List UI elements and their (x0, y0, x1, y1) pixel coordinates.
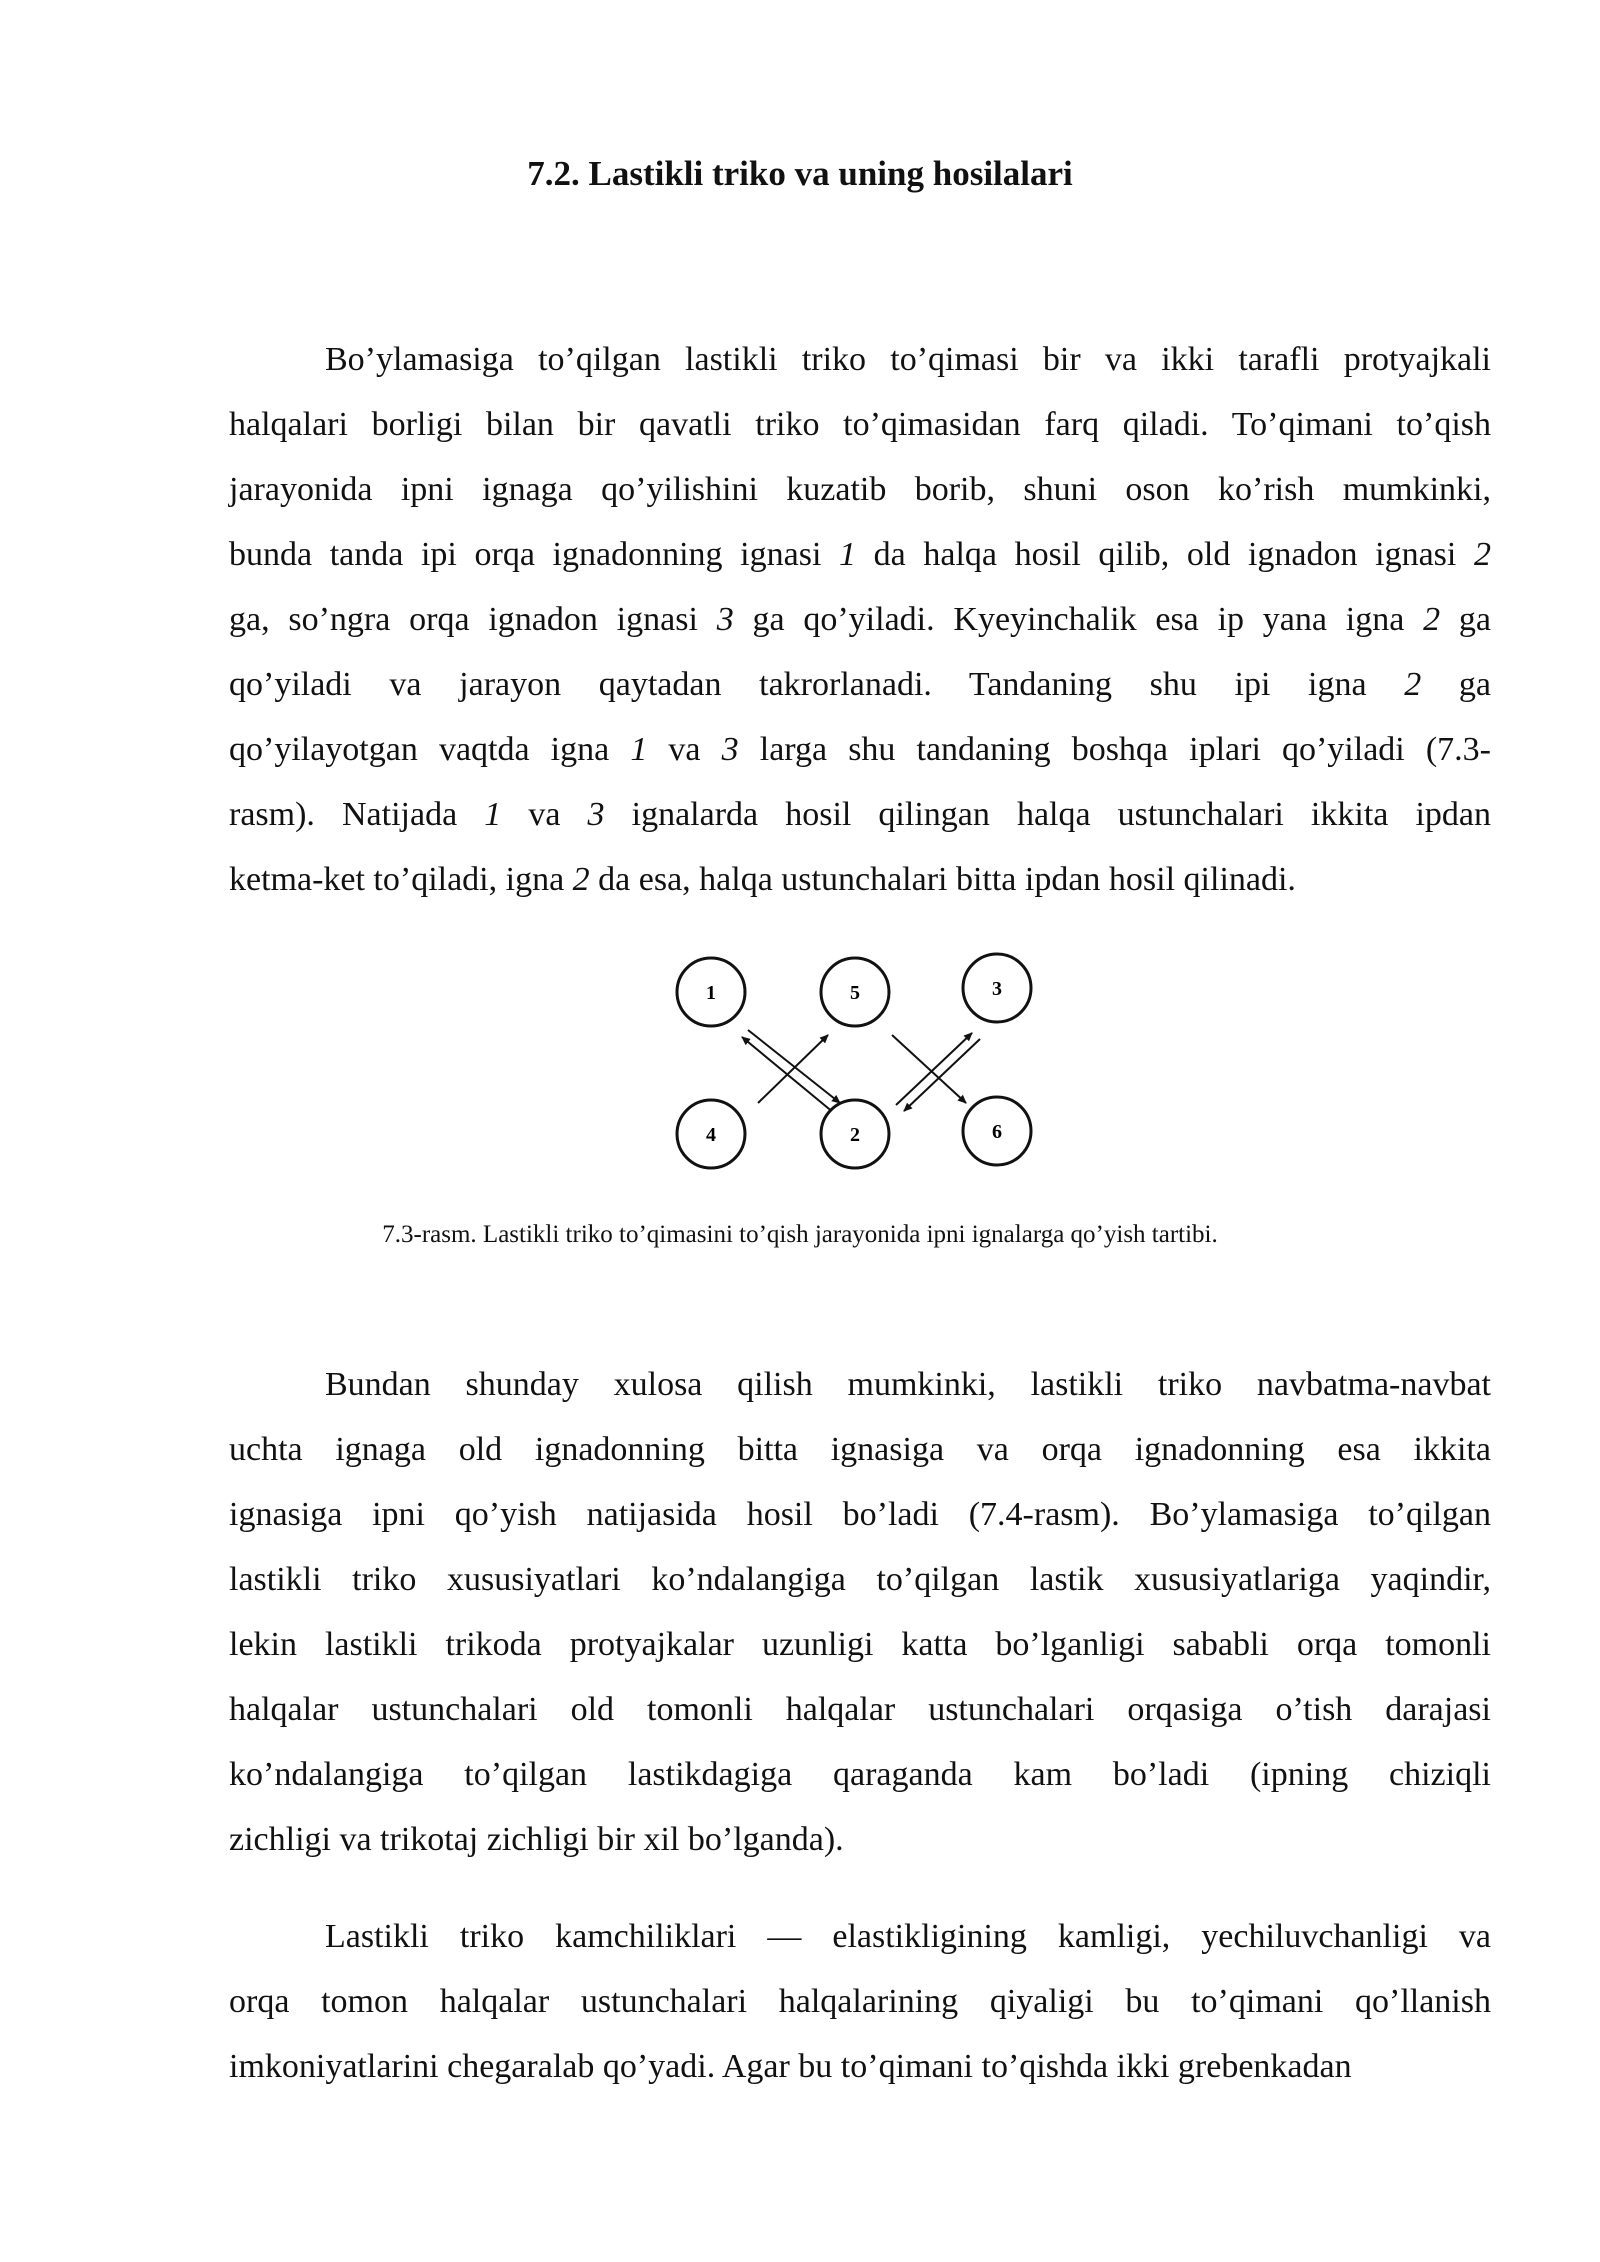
text-line (229, 1742, 1491, 1807)
text-segment: rasm). Natijada (229, 796, 485, 833)
text-segment: bunda tanda ipi orqa ignadonning ignasi (229, 536, 840, 573)
needle-number: 2 (1473, 536, 1491, 573)
text-segment: zichligi va trikotaj zichligi bir xil bo’lganda). (229, 1821, 844, 1858)
text-segment: ketma-ket to’qiladi, igna (229, 861, 573, 898)
text-line (229, 522, 1491, 587)
text-segment: ko’ndalangiga to’qilgan lastikdagiga qaraganda kam bo’ladi (ipning chiziqli (229, 1756, 1491, 1793)
needle-number: 3 (721, 731, 739, 768)
text-segment: ignalarda hosil qilingan halqa ustunchalari ikkita ipdan (604, 796, 1491, 833)
text-segment: lekin lastikli trikoda protyajkalar uzunligi katta bo’lganligi sababli orqa tomonli (229, 1626, 1491, 1663)
text-segment: ga, so’ngra orqa ignadon ignasi (229, 601, 717, 638)
text-line (229, 1807, 1491, 1872)
text-line (229, 457, 1491, 522)
needle-node-label: 5 (850, 982, 860, 1004)
needle-nodes (677, 954, 1031, 1168)
text-line (229, 652, 1491, 717)
needle-node-label: 3 (992, 978, 1002, 1000)
needle-number: 2 (1404, 666, 1422, 703)
text-segment: ga qo’yiladi. Kyeyinchalik esa ip yana igna (733, 601, 1424, 638)
text-line (229, 1969, 1491, 2034)
text-line (229, 2034, 1491, 2099)
needle-node-label: 2 (850, 1124, 860, 1146)
text-segment: da halqa hosil qilib, old ignadon ignasi (856, 536, 1474, 573)
text-segment: jarayonida ipni ignaga qo’yilishini kuzatib borib, shuni oson ko’rish mumkinki, (229, 471, 1491, 508)
needle-number: 1 (630, 731, 648, 768)
text-line (229, 392, 1491, 457)
text-segment: Bundan shunday xulosa qilish mumkinki, lastikli triko navbatma-navbat (325, 1366, 1491, 1403)
text-segment: qo’yiladi va jarayon qaytadan takrorlanadi. Tandaning shu ipi igna (229, 666, 1405, 703)
text-segment: orqa tomon halqalar ustunchalari halqalarining qiyaligi bu to’qimani qo’llanish (229, 1983, 1491, 2020)
needle-number: 3 (587, 796, 605, 833)
text-segment: Bo’ylamasiga to’qilgan lastikli triko to’qimasi bir va ikki tarafli protyajkali (325, 341, 1491, 378)
needle-number: 2 (1423, 601, 1441, 638)
text-segment: halqalari borligi bilan bir qavatli triko to’qimasidan farq qiladi. To’qimani to’qish (229, 406, 1491, 443)
text-line (229, 782, 1491, 847)
text-line (229, 847, 1491, 912)
text-line (229, 1677, 1491, 1742)
section-heading: 7.2. Lastikli triko va uning hosilalari (527, 154, 1073, 193)
needle-node-label: 6 (992, 1121, 1002, 1143)
thread-3-to-2 (904, 1039, 980, 1111)
thread-1-to-2 (748, 1030, 840, 1103)
paragraph-1 (229, 327, 1491, 912)
needle-node-label: 1 (706, 982, 716, 1004)
text-line (229, 1417, 1491, 1482)
text-segment: imkoniyatlarini chegaralab qo’yadi. Agar bu to’qimani to’qishda ikki grebenkadan (229, 2048, 1352, 2085)
text-line (229, 1352, 1491, 1417)
text-line (229, 327, 1491, 392)
thread-5-to-6 (892, 1035, 966, 1103)
text-segment: ignasiga ipni qo’yish natijasida hosil bo’ladi (7.4-rasm). Bo’ylamasiga to’qilgan (229, 1496, 1491, 1533)
thread-2-to-3 (896, 1033, 972, 1105)
text-line (229, 1547, 1491, 1612)
text-line (229, 717, 1491, 782)
needle-number: 3 (716, 601, 734, 638)
text-segment: lastikli triko xususiyatlari ko’ndalangiga to’qilgan lastik xususiyatlariga yaqindir, (229, 1561, 1491, 1598)
figure-needle-diagram (670, 945, 1050, 1170)
text-segment: da esa, halqa ustunchalari bitta ipdan hosil qilinadi. (589, 861, 1296, 898)
text-segment: va (501, 796, 588, 833)
needle-number: 2 (572, 861, 590, 898)
text-line (229, 587, 1491, 652)
needle-node-label: 4 (706, 1124, 716, 1146)
figure-caption: 7.3-rasm. Lastikli triko to’qimasini to’qish jarayonida ipni ignalarga qo’yish tartibi. (382, 1221, 1218, 1248)
text-segment: ga (1440, 601, 1491, 638)
text-segment: Lastikli triko kamchiliklari — elastikligining kamligi, yechiluvchanligi va (325, 1918, 1491, 1955)
paragraph-3 (229, 1904, 1491, 2099)
needle-number: 1 (484, 796, 502, 833)
text-segment: qo’yilayotgan vaqtda igna (229, 731, 631, 768)
text-segment: ga (1421, 666, 1491, 703)
text-segment: va (647, 731, 722, 768)
text-line (229, 1612, 1491, 1677)
paragraph-2 (229, 1352, 1491, 1872)
text-segment: halqalar ustunchalari old tomonli halqalar ustunchalari orqasiga o’tish darajasi (229, 1691, 1491, 1728)
text-segment: larga shu tandaning boshqa iplari qo’yiladi (7.3- (738, 731, 1491, 768)
text-line (229, 1904, 1491, 1969)
text-line (229, 1482, 1491, 1547)
text-segment: uchta ignaga old ignadonning bitta ignasiga va orqa ignadonning esa ikkita (229, 1431, 1491, 1468)
needle-number: 1 (839, 536, 857, 573)
needle-diagram-svg (670, 945, 1050, 1170)
